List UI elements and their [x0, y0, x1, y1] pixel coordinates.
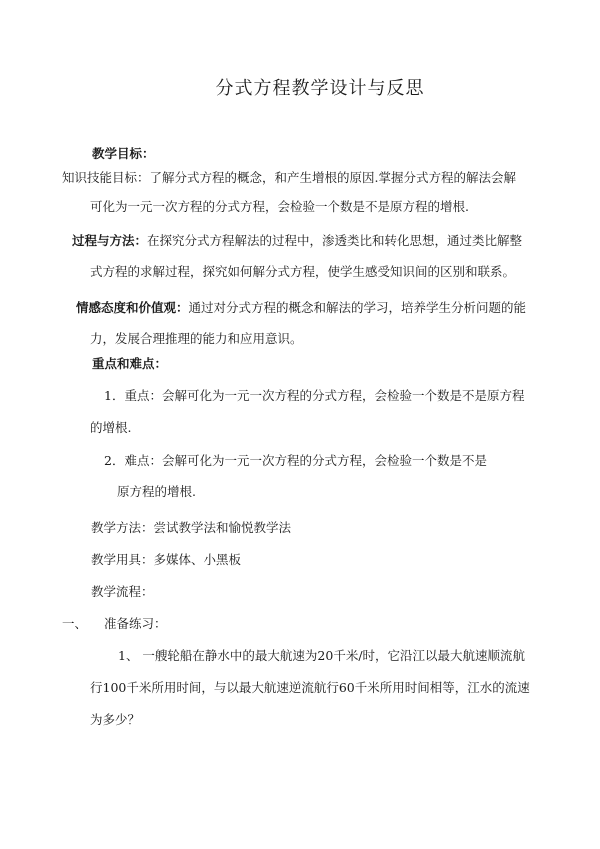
exercise-1-line-2: 行100千米所用时间，与以最大航速逆流航行60千米所用时间相等，江水的流速 [90, 680, 530, 695]
teaching-process-heading: 教学流程： [91, 584, 154, 599]
key-point-1-line-2: 的增根. [90, 420, 132, 435]
exercise-1-line-1: 1、 一艘轮船在静水中的最大航速为20千米/时，它沿江以最大航速顺流航 [118, 648, 526, 663]
teaching-method: 教学方法：尝试教学法和愉悦教学法 [91, 520, 292, 535]
knowledge-line-2: 可化为一元一次方程的分式方程，会检验一个数是不是原方程的增根. [90, 199, 469, 214]
objectives-heading: 教学目标： [92, 146, 155, 161]
section-number: 一、 [62, 616, 88, 631]
key-point-1-line-1: 1．重点：会解可化为一元一次方程的分式方程，会检验一个数是不是原方程 [104, 388, 525, 403]
exercise-1-line-3: 为多少？ [90, 712, 141, 727]
emotion-line-2: 力，发展合理推理的能力和应用意识。 [90, 331, 303, 346]
teaching-tools: 教学用具：多媒体、小黑板 [91, 552, 242, 567]
emotion-text-1: 通过对分式方程的概念和解法的学习，培养学生分析问题的能 [188, 300, 527, 315]
process-label: 过程与方法： [72, 233, 148, 248]
knowledge-text-1: 了解分式方程的概念，和产生增根的原因.掌握分式方程的解法会解 [149, 170, 516, 185]
knowledge-label: 知识技能目标： [62, 170, 150, 185]
process-line-2: 式方程的求解过程，探究如何解分式方程，使学生感受知识间的区别和联系。 [90, 264, 516, 279]
document-title: 分式方程教学设计与反思 [215, 78, 425, 99]
knowledge-line-1 [62, 170, 516, 186]
section-title: 准备练习： [104, 616, 167, 631]
emotion-label: 情感态度和价值观： [76, 300, 189, 315]
key-point-2-line-1: 2．难点：会解可化为一元一次方程的分式方程，会检验一个数是不是 [104, 453, 487, 468]
process-line-1 [72, 233, 522, 249]
emotion-line-1 [76, 300, 526, 316]
key-heading: 重点和难点： [92, 356, 168, 371]
process-text-1: 在探究分式方程解法的过程中，渗透类比和转化思想，通过类比解整 [147, 233, 523, 248]
key-point-2-line-2: 原方程的增根. [117, 484, 196, 499]
